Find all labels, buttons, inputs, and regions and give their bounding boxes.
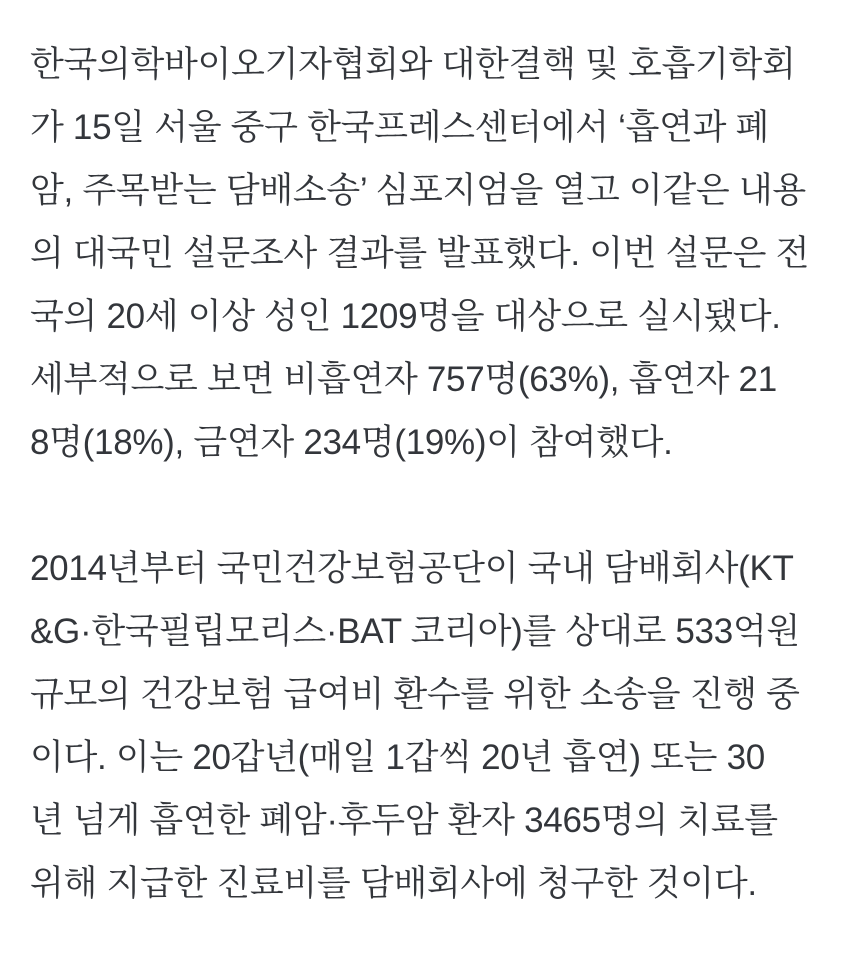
text-line: 암, 주목받는 담배소송’ 심포지엄을 열고 이같은 내용 — [30, 171, 806, 210]
text-line: 규모의 건강보험 급여비 환수를 위한 소송을 진행 중 — [30, 675, 800, 714]
text-line: 이다. 이는 20갑년(매일 1갑씩 20년 흡연) 또는 30 — [30, 738, 765, 777]
text-line: 2014년부터 국민건강보험공단이 국내 담배회사(KT — [30, 549, 794, 588]
text-line: 국의 20세 이상 성인 1209명을 대상으로 실시됐다. — [30, 297, 781, 336]
text-line: 세부적으로 보면 비흡연자 757명(63%), 흡연자 21 — [30, 360, 777, 399]
text-line: 년 넘게 흡연한 폐암·후두암 환자 3465명의 치료를 — [30, 801, 778, 840]
paragraph-survey — [30, 33, 820, 474]
paragraph-lawsuit — [30, 537, 820, 915]
article-body — [30, 33, 820, 915]
text-line: 가 15일 서울 중구 한국프레스센터에서 ‘흡연과 폐 — [30, 108, 770, 147]
text-line: 8명(18%), 금연자 234명(19%)이 참여했다. — [30, 423, 673, 462]
text-line: 위해 지급한 진료비를 담배회사에 청구한 것이다. — [30, 864, 757, 903]
text-line: 의 대국민 설문조사 결과를 발표했다. 이번 설문은 전 — [30, 234, 810, 273]
text-line: &G·한국필립모리스·BAT 코리아)를 상대로 533억원 — [30, 612, 800, 651]
text-line: 한국의학바이오기자협회와 대한결핵 및 호흡기학회 — [30, 45, 796, 84]
